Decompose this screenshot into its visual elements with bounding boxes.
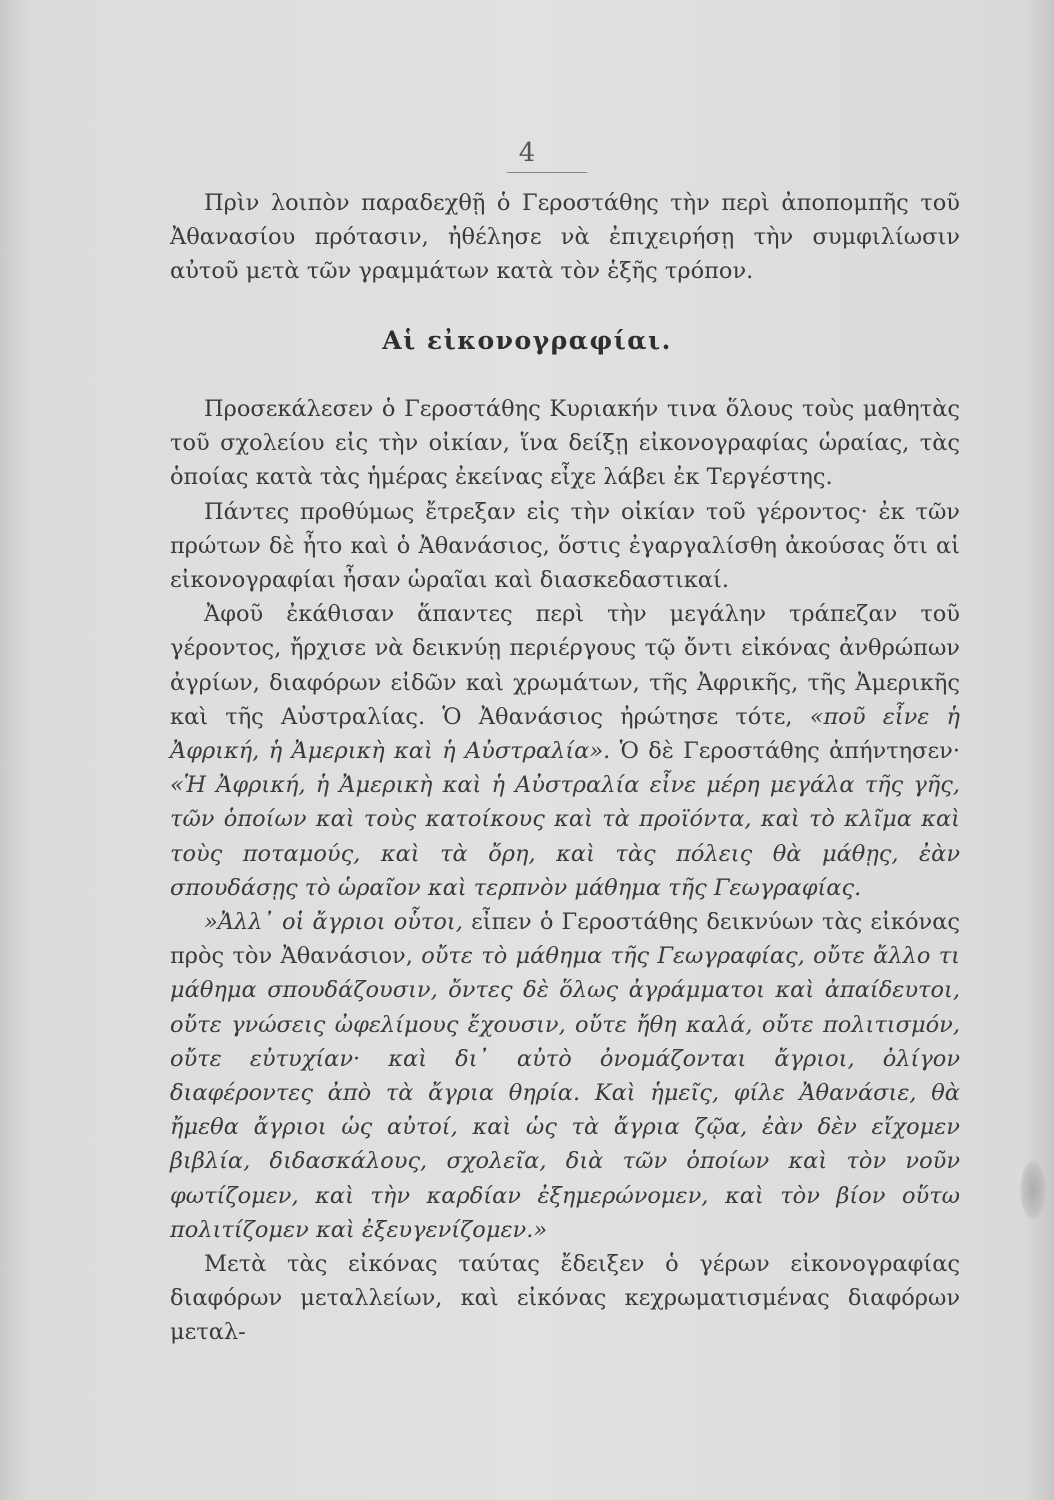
second-quote-rest: οὔτε τὸ μάθημα τῆς Γεωγραφίας, οὔτε ἄλλο τι μάθημα σπουδάζουσιν, ὄντες δὲ ὅλως ἀγράμματοι καὶ ἀπαίδευτοι, οὔτε γνώσεις ὠφελίμους ἔχουσιν, οὔτε ἤθη καλά, οὔτε πολιτισμόν, οὔτε εὐτυχίαν· καὶ δι᾽ αὐτὸ ὀνομάζονται ἄγριοι, ὀλίγον διαφέροντες ἀπὸ τὰ ἄγρια θηρία. Καὶ ἡμεῖς, φίλε Ἀθανάσιε, θὰ ἤμεθα ἄγριοι ὡς αὐτοί, καὶ ὡς τὰ ἄγρια ζῷα, ἐὰν δὲν εἴχομεν βιβλία, διδασκάλους, σχολεῖα, διὰ τῶν ὁποίων καὶ τὸν νοῦν φωτίζομεν, καὶ τὴν καρδίαν ἐξημερώνομεν, καὶ τὸν βίον οὕτω πολιτίζομεν καὶ ἐξευγενίζομεν.»: [170, 943, 960, 1243]
page-number: 4: [518, 138, 536, 168]
answer-quote: «Ἡ Ἀφρική, ἡ Ἀμερικὴ καὶ ἡ Αὐστραλία εἶνε μέρη μεγάλα τῆς γῆς, τῶν ὁποίων καὶ τοὺς κατοίκους καὶ τὰ προϊόντα, καὶ τὸ κλῖμα καὶ τοὺς ποταμούς, καὶ τὰ ὄρη, καὶ τὰς πόλεις θὰ μάθῃς, ἐὰν σπουδάσῃς τὸ ὡραῖον καὶ τερπνὸν μάθημα τῆς Γεωγραφίας.: [170, 772, 960, 901]
intro-paragraph: Πρὶν λοιπὸν παραδεχθῇ ὁ Γεροστάθης τὴν περὶ ἀποπομπῆς τοῦ Ἀθανασίου πρότασιν, ἠθέλησε νὰ ἐπιχειρήσῃ τὴν συμφιλίωσιν αὐτοῦ μετὰ τῶν γραμμάτων κατὰ τὸν ἑξῆς τρόπον.: [170, 190, 960, 285]
paragraph-2: Πάντες προθύμως ἔτρεξαν εἰς τὴν οἰκίαν τοῦ γέροντος· ἐκ τῶν πρώτων δὲ ἦτο καὶ ὁ Ἀθανάσιος, ὅστις ἐγαργαλίσθη ἀκούσας ὅτι αἱ εἰκονογραφίαι ἦσαν ὡραῖαι καὶ διασκεδαστικαί.: [170, 498, 960, 594]
paragraph-1: Προσεκάλεσεν ὁ Γεροστάθης Κυριακήν τινα ὅλους τοὺς μαθητὰς τοῦ σχολείου εἰς τὴν οἰκίαν, ἵνα δείξῃ εἰκονογραφίας ὡραίας, τὰς ὁποίας κατὰ τὰς ἡμέρας ἐκείνας εἶχε λάβει ἐκ Τεργέστης.: [170, 396, 960, 491]
ink-stain: [1020, 1160, 1046, 1220]
section-heading: Αἱ εἰκονογραφίαι.: [382, 326, 672, 355]
paragraph-5: Μετὰ τὰς εἰκόνας ταύτας ἔδειξεν ὁ γέρων εἰκονογραφίας διαφόρων μεταλλείων, καὶ εἰκόνας κεχρωματισμένας διαφόρων μεταλ-: [170, 1251, 960, 1346]
body-text-block: [170, 392, 960, 1350]
second-quote-mid: εἶπεν ὁ Γεροστάθης δεικνύων τὰς εἰκόνας πρὸς τὸν Ἀθανάσιον,: [170, 909, 960, 970]
paragraph-4: [170, 905, 960, 1247]
paragraph-3-text: Ἀφοῦ ἐκάθισαν ἅπαντες περὶ τὴν μεγάλην τράπεζαν τοῦ γέροντος, ἤρχισε νὰ δεικνύῃ περιέργους τῷ ὄντι εἰκόνας ἀνθρώπων ἀγρίων, διαφόρων εἰδῶν καὶ χρωμάτων, τῆς Ἀφρικῆς, τῆς Ἀμερικῆς καὶ τῆς Αὐστραλίας. Ὁ Ἀθανάσιος ἠρώτησε τότε,: [170, 601, 960, 730]
page-number-rule: [507, 172, 587, 173]
answer-lead: Ὁ δὲ Γεροστάθης ἀπήντησεν·: [619, 738, 961, 765]
second-quote-start: »Ἀλλ᾽ οἱ ἄγριοι οὗτοι,: [204, 909, 463, 936]
intro-text-block: [170, 186, 960, 289]
paragraph-3: [170, 597, 960, 905]
question-quote: «ποῦ εἶνε ἡ Ἀφρική, ἡ Ἀμερικὴ καὶ ἡ Αὐστραλία».: [170, 703, 960, 765]
